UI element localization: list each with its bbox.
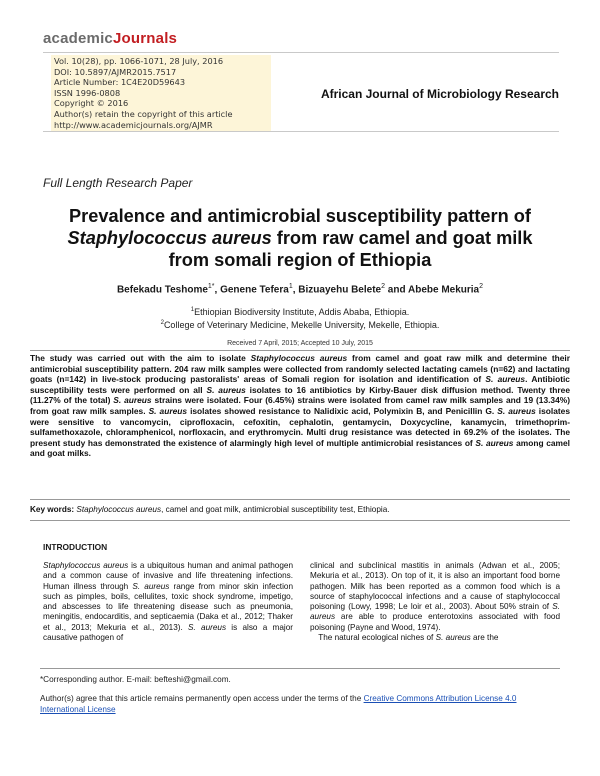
author-list: Befekadu Teshome$^{1*}$, Genene Tefera$^1$, Bizuayehu Belete$^2$ and Abebe Mekuria$^2$ xyxy=(116,283,484,296)
author-name: Abebe Mekuria xyxy=(407,284,480,296)
italic-term: Staphylococcus aureus xyxy=(43,561,129,570)
title-line-1: Prevalence and antimicrobial susceptibility pattern of xyxy=(69,206,531,226)
abstract-top-rule xyxy=(30,350,570,351)
author-affiliation-mark: 1 xyxy=(288,283,293,290)
author-name: Befekadu Teshome xyxy=(116,284,208,296)
abstract xyxy=(30,353,570,459)
text-run: The study was carried out with the aim to isolate xyxy=(30,353,251,363)
text-run: isolates to 16 antibiotics by Kirby-Bauer disk diffusion method. Twenty three (11.27% of the total) xyxy=(30,384,570,406)
meta-rights: Author(s) retain the copyright of this article xyxy=(54,108,233,119)
text-run: . Antibiotic susceptibility tests were performed on all xyxy=(30,374,570,395)
affiliation-1: $^1$Ethiopian Biodiversity Institute, Addis Ababa, Ethiopia. xyxy=(190,307,410,317)
license-text: Author(s) agree that this article remains permanently open access under the terms of the xyxy=(40,694,364,703)
text-run: range from minor skin infection such as pimples, boils, cellulites, toxic shock syndrome, impetigo, and abscesses to life threatening disease such as pneumonia, meningitis, endocarditis, and septicaemia (Daka et al., 2012; Thaker et al., 2013; Mekuria et al., 2013). xyxy=(43,581,293,632)
received-dates: Received 7 April, 2015; Accepted 10 July, 2015 xyxy=(227,340,373,347)
title-line-2-rest: from raw camel and goat milk xyxy=(271,228,533,248)
text-run: isolates showed resistance to Nalidixic acid, Polymixin B, and Penicillin G. xyxy=(187,405,498,416)
publisher-logo-part1: academic xyxy=(43,30,113,47)
license-statement xyxy=(40,694,560,715)
text-run: The natural ecological niches of xyxy=(310,633,436,643)
author-affiliation-mark: 2 xyxy=(479,283,484,290)
italic-term: S. aureus xyxy=(206,384,246,395)
text-run: are able to produce enterotoxins associated with food poisoning (Payne and Wood, 1974). xyxy=(310,612,560,632)
keywords-text xyxy=(74,505,389,514)
publisher-logo-part2: Journals xyxy=(112,30,178,47)
text-run: clinical and subclinical mastitis in animals (Adwan et al., 2005; Mekuria et al., 2013). On top of it, it is also an important food borne pathogen. Milk has been reported as a common food which is a source of staphylococcal infections and a cause of staphylococcal poisoning (Lowy, 1998; Le loir et al., 2003). About 50% strain of xyxy=(310,561,560,612)
meta-url[interactable]: http://www.academicjournals.org/AJMR xyxy=(54,119,213,130)
italic-term: S. aureus xyxy=(113,395,152,406)
text-run: are the xyxy=(470,633,499,643)
text-run: , camel and goat milk, antimicrobial susceptibility test, Ethiopia. xyxy=(161,505,390,514)
meta-doi: DOI: 10.5897/AJMR2015.7517 xyxy=(54,66,177,77)
italic-term: S. aureus xyxy=(435,633,471,643)
italic-term: S. aureus xyxy=(188,622,227,632)
license-link[interactable]: Creative Commons Attribution License 4.0 International License xyxy=(40,694,517,714)
intro-right-column xyxy=(310,561,560,643)
keywords-label: Key words: xyxy=(30,505,75,514)
author-affiliation-mark: 1* xyxy=(207,283,215,290)
italic-term: S. aureus xyxy=(148,405,188,416)
italic-term: Staphylococcus aureus xyxy=(76,505,162,514)
section-heading-introduction: INTRODUCTION xyxy=(43,542,108,552)
author-name: Genene Tefera xyxy=(220,284,289,296)
text-run: strains were isolated. Four (6.45%) strains were isolated from camel raw milk samples and 19 (13.34%) from goat raw milk samples. xyxy=(30,395,570,416)
article-meta-box xyxy=(43,52,559,132)
keywords-bottom-rule xyxy=(30,520,570,521)
title-line-2 xyxy=(40,227,560,249)
title-species: Staphylococcus aureus xyxy=(67,228,272,248)
italic-term: S. aureus xyxy=(497,405,536,416)
article-meta-lines xyxy=(51,55,271,131)
meta-article-number: Article Number: 1C4E20D59643 xyxy=(54,77,186,88)
paper-title xyxy=(40,205,560,271)
text-run: is a ubiquitous human and animal pathogen and a common cause of invasive and life threatening infections. Human illness through xyxy=(43,561,294,591)
publisher-logo xyxy=(43,30,177,47)
italic-term: S. aureus xyxy=(310,602,560,622)
affiliation-2: $^2$College of Veterinary Medicine, Mekelle University, Mekelle, Ethiopia. xyxy=(160,320,440,330)
text-run: among camel and goat milks. xyxy=(30,437,570,459)
abstract-bottom-rule xyxy=(30,499,570,500)
italic-term: Staphylococcus aureus xyxy=(250,353,348,363)
journal-title: African Journal of Microbiology Research xyxy=(320,87,559,101)
text-run: is also a major causative pathogen of xyxy=(43,622,294,643)
italic-term: S. aureus xyxy=(485,374,526,385)
author-affiliation-mark: 2 xyxy=(381,283,386,290)
italic-term: S. aureus xyxy=(132,581,170,591)
italic-term: S. aureus xyxy=(475,437,514,448)
author-name: Bizuayehu Belete xyxy=(298,284,382,296)
keywords xyxy=(30,505,570,514)
meta-copyright: Copyright © 2016 xyxy=(54,98,129,109)
footnote-rule xyxy=(40,668,560,669)
paper-type: Full Length Research Paper xyxy=(43,176,193,190)
intro-left-column xyxy=(43,561,293,643)
text-run: isolates were sensitive to vancomycin, ciprofloxacin, cefoxitin, cephalotin, gentamycin, Doxycycline, kanamycin, trimethoprim-sulfamethoxazole, chloramphenicol, norfloxacin, and erythromycin. Multi drug resistance was detected in 69.2% of the isolates. The present study has demonstrated the existence of alarmingly high level of multiple antimicrobial resistances of xyxy=(30,405,570,448)
meta-issn: ISSN 1996-0808 xyxy=(54,87,121,98)
corresponding-author-footnote: *Corresponding author. E-mail: befteshi@gmail.com. xyxy=(40,675,231,684)
text-run: from camel and goat raw milk and determine their antimicrobial susceptibility pattern. 204 raw milk samples were collected from randomly selected lactating camels (n=62) and lactating goats (n=142) in live-stock producing pastoralists' areas of Somali region for isolation and identification of xyxy=(30,353,570,385)
title-line-3: from somali region of Ethiopia xyxy=(168,250,432,270)
meta-volume: Vol. 10(28), pp. 1066-1071, 28 July, 2016 xyxy=(54,56,224,66)
